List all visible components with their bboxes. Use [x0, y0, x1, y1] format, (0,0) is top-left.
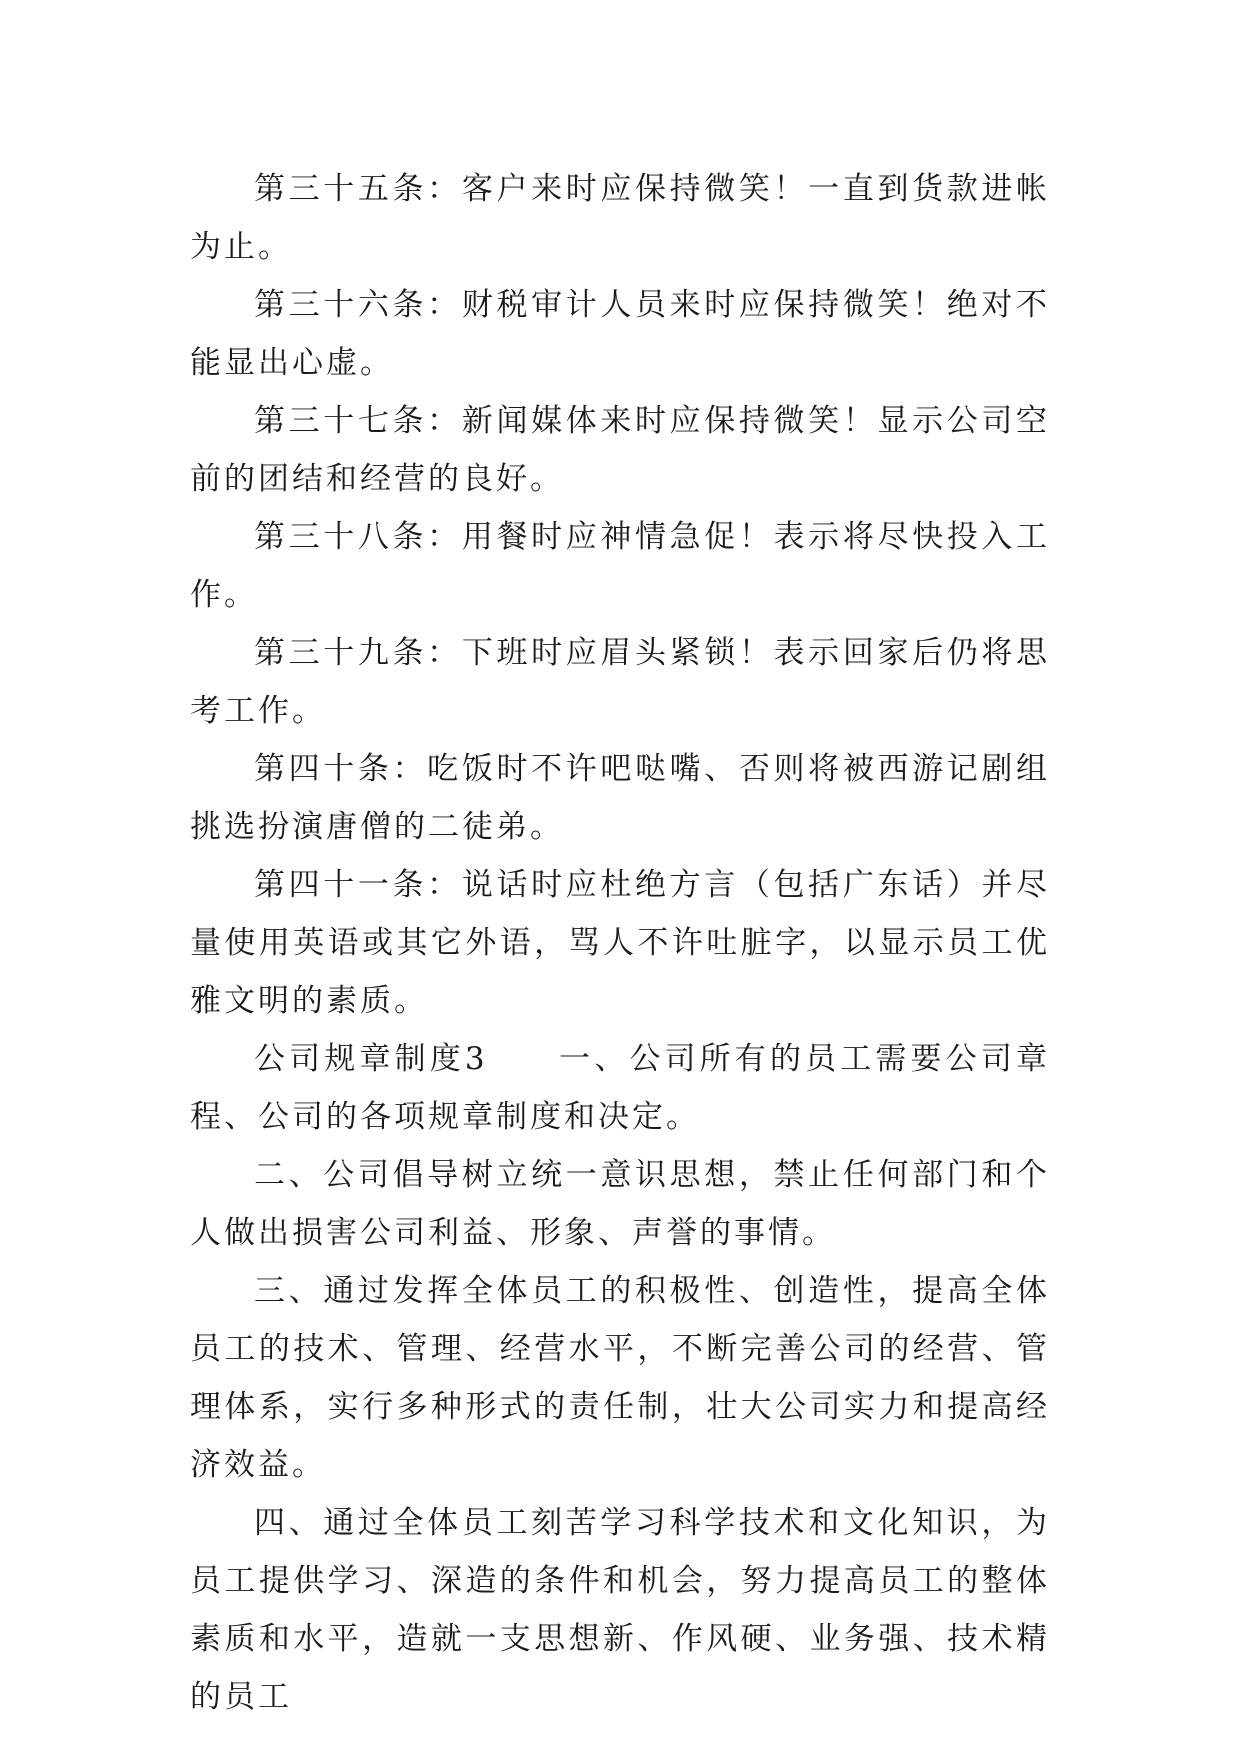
article-36-paragraph: 第三十六条：财税审计人员来时应保持微笑！绝对不能显出心虚。: [190, 287, 1050, 381]
document-page: [190, 160, 1050, 1726]
article-39-paragraph: 第三十九条：下班时应眉头紧锁！表示回家后仍将思考工作。: [190, 635, 1050, 729]
regulations-3-item-3-paragraph: 三、通过发挥全体员工的积极性、创造性，提高全体员工的技术、管理、经营水平，不断完善公司的经营、管理体系，实行多种形式的责任制，壮大公司实力和提高经济效益。: [190, 1273, 1050, 1483]
regulations-3-item-2-paragraph: 二、公司倡导树立统一意识思想，禁止任何部门和个人做出损害公司利益、形象、声誉的事情。: [190, 1157, 1050, 1251]
regulations-3-item-4-paragraph: 四、通过全体员工刻苦学习科学技术和文化知识，为员工提供学习、深造的条件和机会，努力提高员工的整体素质和水平，造就一支思想新、作风硬、业务强、技术精的员工: [190, 1505, 1050, 1715]
article-37-paragraph: 第三十七条：新闻媒体来时应保持微笑！显示公司空前的团结和经营的良好。: [190, 403, 1050, 497]
article-41-paragraph: 第四十一条：说话时应杜绝方言（包括广东话）并尽量使用英语或其它外语，骂人不许吐脏字，以显示员工优雅文明的素质。: [190, 867, 1050, 1019]
article-35-paragraph: 第三十五条：客户来时应保持微笑！一直到货款进帐为止。: [190, 171, 1050, 265]
article-40-paragraph: 第四十条：吃饭时不许吧哒嘴、否则将被西游记剧组挑选扮演唐僧的二徒弟。: [190, 751, 1050, 845]
regulations-3-item-1-paragraph: 公司规章制度3 一、公司所有的员工需要公司章程、公司的各项规章制度和决定。: [190, 1041, 1050, 1135]
article-38-paragraph: 第三十八条：用餐时应神情急促！表示将尽快投入工作。: [190, 519, 1050, 613]
